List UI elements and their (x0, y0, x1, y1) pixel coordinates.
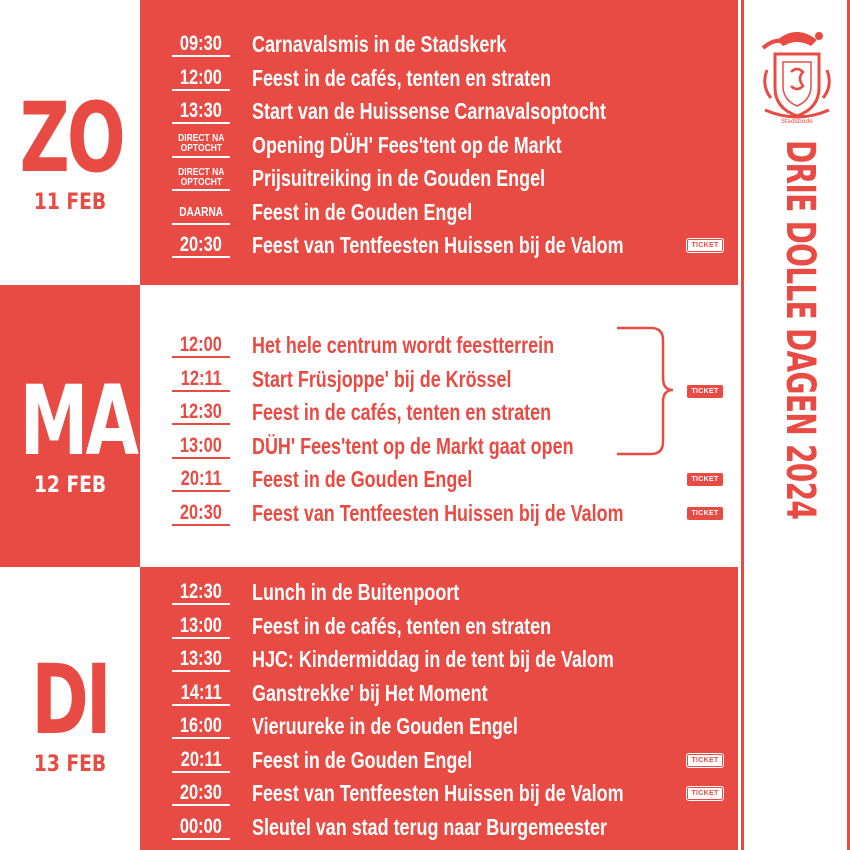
event-row (172, 95, 732, 129)
event-time: DIRECT NA OPTOCHT (172, 133, 230, 158)
ticket-badge[interactable]: TICKET (686, 786, 724, 801)
event-time: 16:00 (172, 714, 230, 739)
event-row (172, 129, 732, 163)
event-title: Het hele centrum wordt feestterrein (252, 332, 555, 359)
page-title (777, 140, 823, 620)
day-label-ma (0, 365, 140, 498)
event-title: Feest van Tentfeesten Huissen bij de Valom (252, 232, 624, 259)
event-time: 20:11 (172, 467, 230, 492)
event-title: Feest in de cafés, tenten en straten (252, 612, 552, 639)
event-time: 13:30 (172, 99, 230, 124)
day-code: MA (19, 365, 137, 477)
day-date: 13 FEB (33, 752, 107, 777)
event-row (172, 777, 732, 811)
day-label-di (0, 644, 140, 777)
logo-text: Stadsbode (781, 118, 813, 125)
event-time: 12:11 (172, 367, 230, 392)
event-row (172, 162, 732, 196)
event-time: 12:30 (172, 580, 230, 605)
event-title: Prijsuitreiking in de Gouden Engel (252, 165, 546, 192)
event-time: 09:30 (172, 32, 230, 57)
event-title: Vieruureke in de Gouden Engel (252, 713, 518, 740)
event-title: Feest in de cafés, tenten en straten (252, 399, 552, 426)
event-title: Lunch in de Buitenpoort (252, 579, 460, 606)
event-title: Feest in de Gouden Engel (252, 746, 473, 773)
bracket-icon (615, 326, 675, 458)
event-time: 13:00 (172, 614, 230, 639)
event-row (172, 576, 732, 610)
event-row (172, 744, 732, 778)
event-time: 13:30 (172, 647, 230, 672)
day-code: ZO (19, 82, 123, 194)
event-title: Ganstrekke' bij Het Moment (252, 679, 488, 706)
event-title: Opening DÜH' Fees'tent op de Markt (252, 131, 562, 158)
day-date: 12 FEB (33, 473, 107, 498)
event-row (172, 497, 732, 531)
page-title-text: DRIE DOLLE DAGEN 2024 (777, 140, 823, 520)
event-title: Feest van Tentfeesten Huissen bij de Valom (252, 780, 624, 807)
event-time: 12:00 (172, 333, 230, 358)
event-row (172, 196, 732, 230)
event-time: DAARNA (172, 200, 230, 225)
event-title: Carnavalsmis in de Stadskerk (252, 31, 507, 58)
event-title: Start Früsjoppe' bij de Krössel (252, 365, 512, 392)
event-time: 20:30 (172, 233, 230, 258)
event-time: 20:30 (172, 501, 230, 526)
event-row (172, 229, 732, 263)
event-row (172, 610, 732, 644)
event-row (172, 28, 732, 62)
event-row (172, 62, 732, 96)
event-title: Feest in de Gouden Engel (252, 198, 473, 225)
day-date: 11 FEB (33, 190, 107, 215)
ticket-badge[interactable]: TICKET (686, 472, 724, 487)
event-time: 00:00 (172, 815, 230, 840)
events-list-zo (172, 28, 732, 263)
event-time: 20:30 (172, 781, 230, 806)
event-row (172, 463, 732, 497)
event-title: DÜH' Fees'tent op de Markt gaat open (252, 432, 574, 459)
event-row (172, 710, 732, 744)
event-time: 13:00 (172, 434, 230, 459)
event-time: 12:30 (172, 400, 230, 425)
ticket-badge[interactable]: TICKET (686, 753, 724, 768)
event-time: DIRECT NA OPTOCHT (172, 166, 230, 191)
event-time: 14:11 (172, 681, 230, 706)
event-row (172, 811, 732, 845)
event-title: Feest van Tentfeesten Huissen bij de Valom (252, 499, 624, 526)
ticket-badge[interactable]: TICKET (686, 238, 724, 253)
event-title: Sleutel van stad terug naar Burgemeester (252, 813, 607, 840)
day-label-zo (0, 82, 140, 215)
event-row (172, 643, 732, 677)
event-title: Start van de Huissense Carnavalsoptocht (252, 98, 606, 125)
event-title: HJC: Kindermiddag in de tent bij de Valom (252, 646, 614, 673)
event-title: Feest in de Gouden Engel (252, 466, 473, 493)
events-list-di (172, 576, 732, 844)
carnival-crest-logo (757, 26, 837, 132)
event-time: 20:11 (172, 748, 230, 773)
event-time: 12:00 (172, 66, 230, 91)
event-title: Feest in de cafés, tenten en straten (252, 64, 552, 91)
ticket-badge-group[interactable]: TICKET (686, 384, 724, 399)
ticket-badge[interactable]: TICKET (686, 506, 724, 521)
event-row (172, 677, 732, 711)
day-code: DI (31, 644, 109, 756)
